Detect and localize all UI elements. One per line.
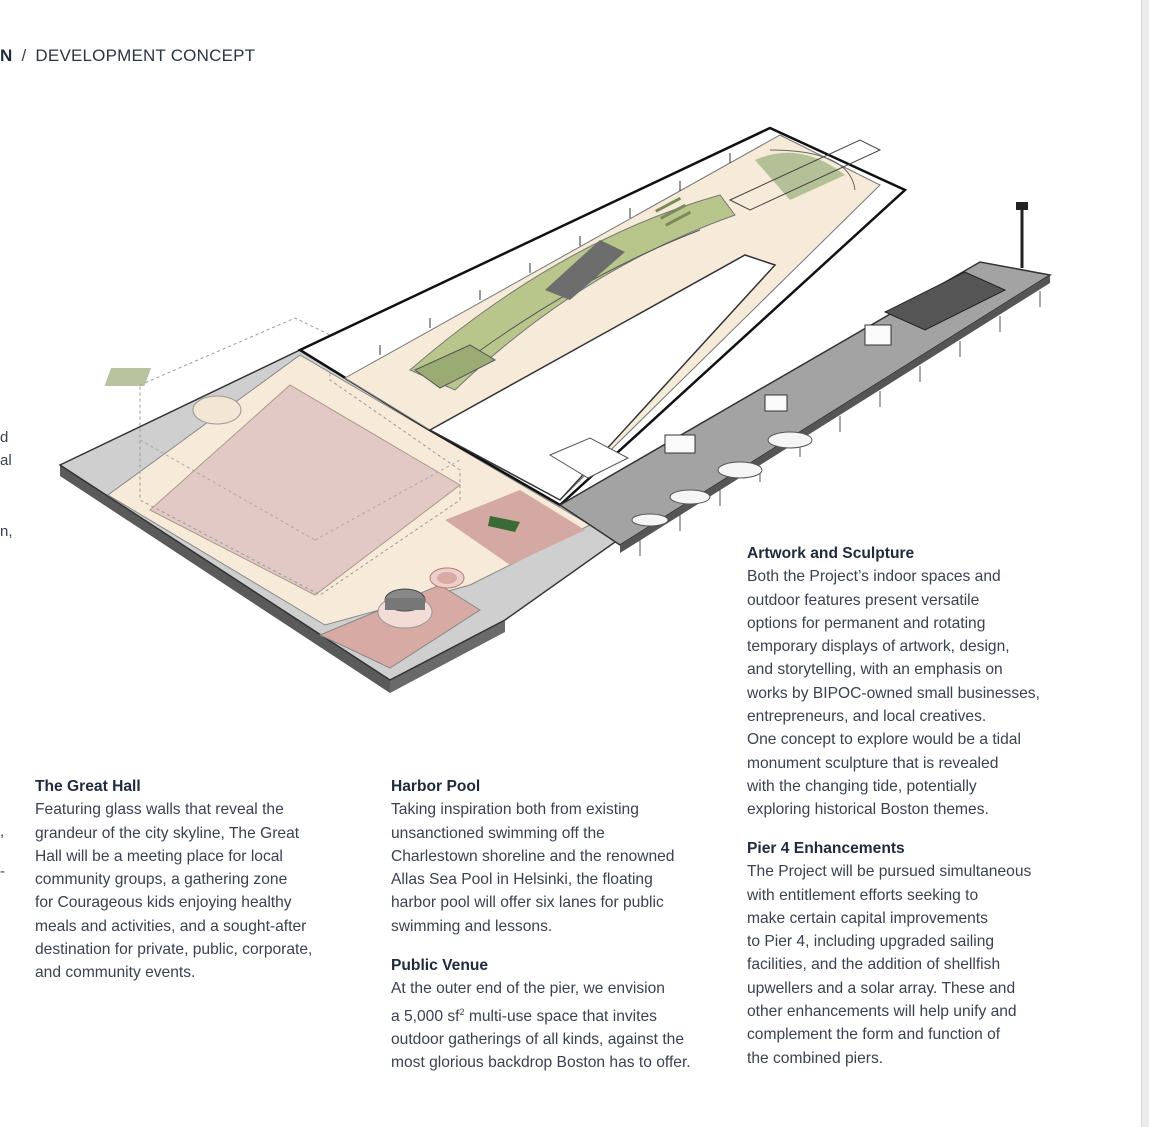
public-venue-body-line1: At the outer end of the pier, we envision [391, 980, 665, 998]
square-feet-superscript: 2 [459, 1006, 465, 1017]
public-venue-body-rest: outdoor gatherings of all kinds, against the most glorious backdrop Boston has to offer. [391, 1030, 691, 1072]
boat [768, 432, 812, 448]
lawn-circle [193, 396, 241, 424]
public-venue-pre-sup: a 5,000 sf [391, 1007, 460, 1025]
artwork-body: Both the Project’s indoor spaces and outdoor features present versatile options for permanent and rotating temporary displays of artwork, design, and storytelling, with an emphasis on works by BIPOC-owned small businesses, entrepreneurs, and local creatives. One concept to explore would be a tidal monument sculpture that is revealed with the changing tide, potentially exploring historical Boston themes. [747, 568, 1040, 819]
edge-fragment: al [0, 452, 12, 469]
boat [670, 490, 710, 504]
great-hall-block [35, 775, 375, 985]
boat [718, 462, 762, 478]
edge-fragment: n, [0, 523, 13, 540]
page-title: DEVELOPMENT CONCEPT [35, 46, 256, 65]
edge-fragment: - [0, 863, 5, 880]
edge-fragment: , [0, 823, 5, 840]
great-hall-body: Featuring glass walls that reveal the grandeur of the city skyline, The Great Hall will be a meeting place for local community groups, a gathering zone for Courageous kids enjoying healthy meals and activities, and a sought-after destination for private, public, corporate, and community events. [35, 801, 313, 982]
harbor-pool-body: Taking inspiration both from existing unsanctioned swimming off the Charlestown shoreline and the renowned Allas Sea Pool in Helsinki, the floating harbor pool will offer six lanes for public swimming and lessons. [391, 801, 675, 935]
artwork-block [747, 542, 1087, 822]
green-patch [105, 368, 152, 386]
artwork-title: Artwork and Sculpture [747, 545, 915, 562]
public-venue-post-sup: multi-use space that invites [464, 1007, 657, 1025]
pier4-title: Pier 4 Enhancements [747, 840, 905, 857]
boat [632, 514, 668, 526]
public-venue-title: Public Venue [391, 957, 489, 974]
pier4-body: The Project will be pursued simultaneous with entitlement efforts seeking to make certain capital improvements to Pier 4, including upgraded sailing facilities, and the addition of shellfish upwellers and a solar array. These and other enhancements will help unify and complement the form and function of the combined piers. [747, 863, 1032, 1067]
pier-shed [865, 325, 891, 345]
harbor-pool-title: Harbor Pool [391, 778, 481, 795]
breadcrumb-separator: / [21, 46, 27, 65]
public-venue-block [391, 954, 731, 1074]
great-hall-title: The Great Hall [35, 778, 141, 795]
harbor-pool-block [391, 775, 731, 938]
public-venue-body-line2 [391, 1001, 731, 1028]
pier-shed [765, 395, 787, 411]
section-fragment: N [0, 46, 13, 65]
breadcrumb [0, 46, 255, 66]
pier-shed [665, 435, 695, 453]
pier4-block [747, 837, 1087, 1070]
page-edge [1141, 0, 1149, 1127]
edge-fragment: d [0, 429, 9, 446]
